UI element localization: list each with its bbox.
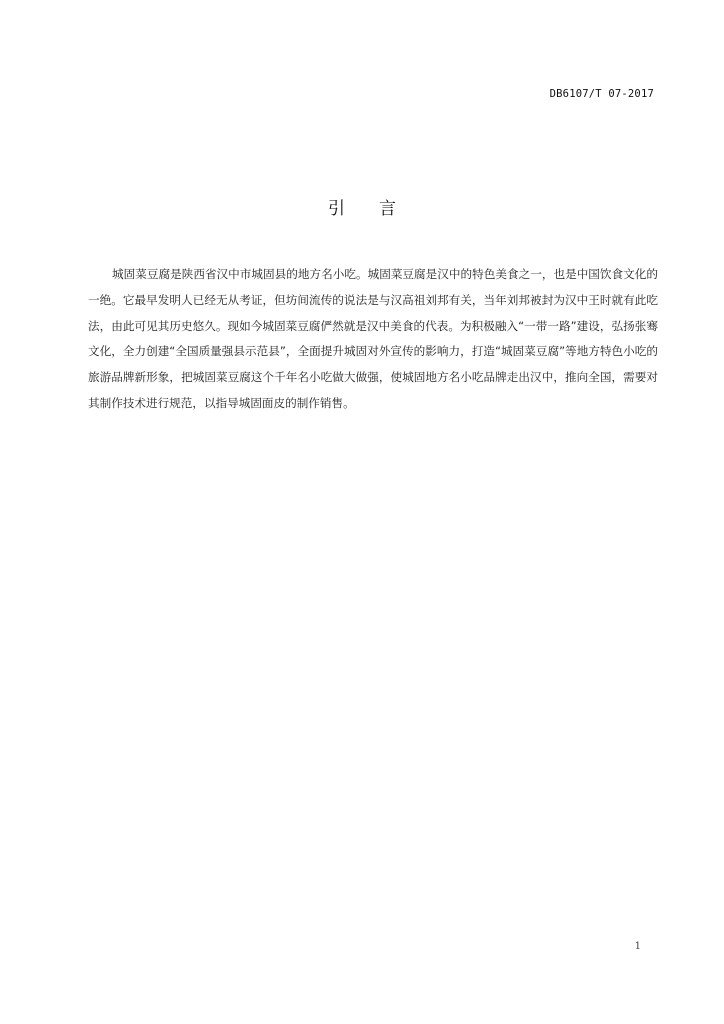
page-number: 1 (634, 941, 641, 952)
body-paragraph: 城固菜豆腐是陕西省汉中市城固县的地方名小吃。城固菜豆腐是汉中的特色美食之一，也是中国饮食文化的一绝。它最早发明人已经无从考证，但坊间流传的说法是与汉高祖刘邦有关，当年刘邦被封为汉中王时就有此吃法，由此可见其历史悠久。现如今城固菜豆腐俨然就是汉中美食的代表。为积极融入“一带一路”建设，弘扬张骞文化，全力创建“全国质量强县示范县”，全面提升城固对外宣传的影响力，打造“城固菜豆腐”等地方特色小吃的旅游品牌新形象，把城固菜豆腐这个千年名小吃做大做强，使城固地方名小吃品牌走出汉中，推向全国，需要对其制作技术进行规范，以指导城固面皮的制作销售。 (88, 267, 658, 410)
document-code: DB6107/T 07-2017 (549, 88, 654, 100)
section-title: 引 言 (328, 199, 396, 219)
